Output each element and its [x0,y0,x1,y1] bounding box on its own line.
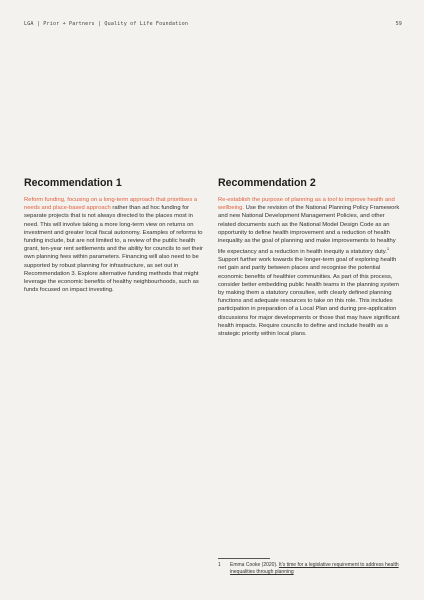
recommendation-1-heading: Recommendation 1 [24,177,122,189]
footnote-author: Emma Cooke (2020). [230,562,279,568]
recommendation-1-body: rather than ad hoc funding for separate projects that is not always directed to the places most in need. This will involve taking a more long-term view on returns on investment and greater local fiscal autonomy. Examples of reforms to funding include, but are not limited to, a review of the public health grant, ten-year rent settlements and the ability for councils to set their own planning fees within parameters. Financing will also need to be supported by robust planning for infrastructure, as set out in Recommendation 3. Explore alternative funding methods that might leverage the economic benefits of healthy neighbourhoods, such as funds focused on impact investing. [24,205,203,294]
recommendation-1-column [24,177,206,294]
recommendation-1-lead: Reform funding, focusing on a long-term approach that prioritises a needs and place-based approach [24,197,198,212]
footnote-number: 1 [218,562,221,568]
recommendation-2-column [218,177,400,338]
footnote [218,562,400,576]
recommendation-2-text [218,196,400,338]
recommendation-2-body-2: Support further work towards the longer-term goal of exploring health net gain and parity between places and recognise the potential economic benefits of healthier communities. As part of this process, consider better embedding public health teams in the planning system by making them a statutory consultee, with clearly defined planning functions and adequate resources to take on this role. This includes participation in preparation of a Local Plan and during pre-application discussions for major developments or those that may have significant health impacts. Require councils to define and include health as a strategic priority within local plans. [218,257,400,337]
footnote-divider [218,558,270,559]
recommendation-1-text [24,196,206,294]
recommendation-2-lead: Re-establish the purpose of planning as a tool to improve health and wellbeing. [218,197,395,212]
header-publication-credit: LGA | Prior + Partners | Quality of Life Foundation [24,21,189,27]
footnote-reference[interactable]: 1 [386,246,390,252]
footnote-link[interactable]: It’s time for a legislative requirement to address health inequalities through planning [230,562,399,575]
recommendation-2-body-1: Use the revision of the National Planning Policy Framework and new National Development Management Policies, and other related documents such as the National Model Design Code as an opportunity to define health improvement and a reduction of health inequality as the goal of planning and make improvements to healthy life expectancy and a reduction in health inequity a statutory duty. [218,205,400,256]
footnote-text [230,562,400,576]
recommendation-2-heading: Recommendation 2 [218,177,316,189]
page-number: 59 [395,21,402,27]
page-header [24,21,402,27]
